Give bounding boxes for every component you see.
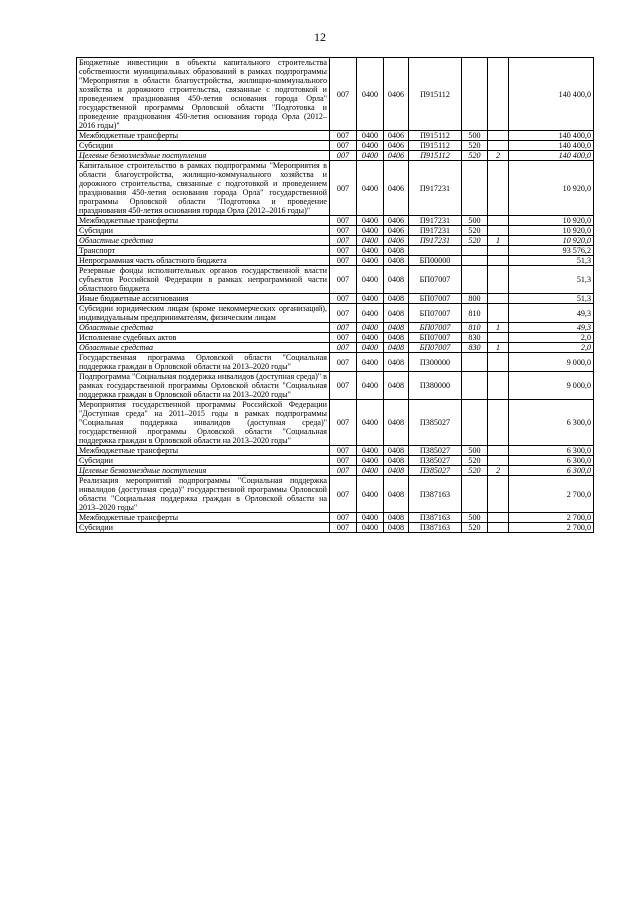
cell-expense-type	[462, 476, 488, 513]
cell-amount: 6 300,0	[509, 400, 594, 446]
cell-funding-source	[488, 456, 509, 466]
cell-ved: 007	[330, 456, 357, 466]
cell-expense-type: 520	[462, 236, 488, 246]
cell-name: Целевые безвозмездные поступления	[77, 466, 330, 476]
cell-target-article: П300000	[409, 353, 462, 372]
table-row	[77, 226, 594, 236]
cell-name: Непрограммная часть областного бюджета	[77, 256, 330, 266]
cell-ved: 007	[330, 161, 357, 216]
cell-name: Межбюджетные трансферты	[77, 216, 330, 226]
cell-name: Межбюджетные трансферты	[77, 446, 330, 456]
table-row	[77, 343, 594, 353]
cell-amount: 51,3	[509, 294, 594, 304]
cell-subsection: 0408	[384, 353, 409, 372]
cell-ved: 007	[330, 131, 357, 141]
table-row	[77, 304, 594, 323]
cell-section: 0400	[357, 246, 384, 256]
cell-amount: 49,3	[509, 304, 594, 323]
cell-target-article: БП07007	[409, 333, 462, 343]
cell-name: Субсидии	[77, 226, 330, 236]
cell-section: 0400	[357, 58, 384, 131]
cell-amount: 2,0	[509, 333, 594, 343]
cell-name: Капитальное строительство в рамках подпрограммы "Мероприятия в области благоустройства, жилищно-коммунального хозяйства и дорожного строительства, связанные с подготовкой и проведением празднования 450-летия основания города Орла" государственной программы Орловской области "Подготовка и проведение празднования 450-летия основания города Орла (2012–2016 годы)"	[77, 161, 330, 216]
cell-amount: 2 700,0	[509, 513, 594, 523]
cell-name: Областные средства	[77, 343, 330, 353]
cell-amount: 10 920,0	[509, 161, 594, 216]
cell-ved: 007	[330, 141, 357, 151]
cell-amount: 140 400,0	[509, 151, 594, 161]
cell-name: Субсидии	[77, 141, 330, 151]
cell-subsection: 0406	[384, 151, 409, 161]
cell-subsection: 0406	[384, 236, 409, 246]
cell-ved: 007	[330, 256, 357, 266]
cell-target-article: П917231	[409, 216, 462, 226]
cell-name: Областные средства	[77, 236, 330, 246]
cell-funding-source: 2	[488, 151, 509, 161]
cell-ved: 007	[330, 400, 357, 446]
cell-name: Реализация мероприятий подпрограммы "Социальная поддержка инвалидов (доступная среда)" государственной программы Орловской области "Социальная поддержка граждан в Орловской области на 2013–2020 годы"	[77, 476, 330, 513]
cell-target-article: БП07007	[409, 323, 462, 333]
cell-target-article: П385027	[409, 456, 462, 466]
cell-ved: 007	[330, 226, 357, 236]
cell-funding-source	[488, 256, 509, 266]
cell-expense-type: 520	[462, 141, 488, 151]
table-row	[77, 161, 594, 216]
cell-ved: 007	[330, 372, 357, 400]
cell-section: 0400	[357, 400, 384, 446]
cell-funding-source	[488, 353, 509, 372]
cell-amount: 9 000,0	[509, 353, 594, 372]
cell-ved: 007	[330, 476, 357, 513]
cell-target-article: П915112	[409, 131, 462, 141]
table-row	[77, 216, 594, 226]
cell-section: 0400	[357, 323, 384, 333]
cell-name: Субсидии	[77, 523, 330, 533]
cell-funding-source: 1	[488, 343, 509, 353]
cell-expense-type	[462, 256, 488, 266]
cell-target-article: БП00000	[409, 256, 462, 266]
cell-amount: 49,3	[509, 323, 594, 333]
cell-amount: 2 700,0	[509, 523, 594, 533]
cell-target-article: П915112	[409, 151, 462, 161]
cell-section: 0400	[357, 372, 384, 400]
cell-expense-type	[462, 161, 488, 216]
cell-funding-source: 2	[488, 466, 509, 476]
cell-section: 0400	[357, 333, 384, 343]
cell-expense-type	[462, 372, 488, 400]
cell-target-article: БП07007	[409, 266, 462, 294]
table-row	[77, 151, 594, 161]
table-row	[77, 141, 594, 151]
cell-expense-type	[462, 266, 488, 294]
cell-amount: 2 700,0	[509, 476, 594, 513]
cell-amount: 51,3	[509, 256, 594, 266]
cell-expense-type	[462, 58, 488, 131]
cell-subsection: 0408	[384, 400, 409, 446]
cell-target-article: П917231	[409, 226, 462, 236]
cell-expense-type: 830	[462, 343, 488, 353]
cell-target-article: П385027	[409, 446, 462, 456]
cell-name: Исполнение судебных актов	[77, 333, 330, 343]
cell-ved: 007	[330, 466, 357, 476]
cell-amount: 2,0	[509, 343, 594, 353]
cell-subsection: 0406	[384, 131, 409, 141]
cell-name: Субсидии	[77, 456, 330, 466]
cell-section: 0400	[357, 294, 384, 304]
cell-funding-source: 1	[488, 323, 509, 333]
cell-amount: 10 920,0	[509, 236, 594, 246]
cell-expense-type: 520	[462, 523, 488, 533]
cell-funding-source	[488, 161, 509, 216]
cell-section: 0400	[357, 216, 384, 226]
cell-amount: 140 400,0	[509, 141, 594, 151]
cell-expense-type	[462, 400, 488, 446]
cell-funding-source	[488, 216, 509, 226]
cell-name: Бюджетные инвестиции в объекты капитального строительства собственности муниципальных образований в рамках подпрограммы "Мероприятия в области благоустройства, жилищно-коммунального хозяйства и дорожного строительства, связанные с подготовкой и проведением празднования 450-летия основания города Орла" государственной программы Орловской области "Подготовка и проведение празднования 450-летия основания города Орла (2012–2016 годы)"	[77, 58, 330, 131]
cell-subsection: 0408	[384, 246, 409, 256]
table-body	[77, 58, 594, 533]
cell-funding-source	[488, 513, 509, 523]
table-row	[77, 256, 594, 266]
cell-ved: 007	[330, 446, 357, 456]
cell-subsection: 0408	[384, 446, 409, 456]
cell-funding-source	[488, 523, 509, 533]
cell-amount: 6 300,0	[509, 456, 594, 466]
cell-section: 0400	[357, 343, 384, 353]
cell-target-article: П917231	[409, 236, 462, 246]
cell-expense-type: 800	[462, 294, 488, 304]
cell-ved: 007	[330, 246, 357, 256]
cell-target-article: П915112	[409, 58, 462, 131]
table-row	[77, 246, 594, 256]
cell-section: 0400	[357, 523, 384, 533]
cell-target-article: БП07007	[409, 304, 462, 323]
cell-name: Государственная программа Орловской области "Социальная поддержка граждан в Орловской области на 2013–2020 годы"	[77, 353, 330, 372]
cell-subsection: 0408	[384, 256, 409, 266]
table-row	[77, 456, 594, 466]
cell-section: 0400	[357, 513, 384, 523]
cell-expense-type: 500	[462, 216, 488, 226]
table-row	[77, 58, 594, 131]
cell-funding-source	[488, 266, 509, 294]
cell-name: Областные средства	[77, 323, 330, 333]
cell-section: 0400	[357, 141, 384, 151]
cell-ved: 007	[330, 266, 357, 294]
cell-amount: 93 576,2	[509, 246, 594, 256]
cell-ved: 007	[330, 513, 357, 523]
cell-funding-source	[488, 141, 509, 151]
cell-expense-type: 810	[462, 323, 488, 333]
cell-section: 0400	[357, 476, 384, 513]
cell-name: Целевые безвозмездные поступления	[77, 151, 330, 161]
cell-name: Мероприятия государственной программы Российской Федерации "Доступная среда" на 2011–2015 годы в рамках подпрограммы "Социальная поддержка инвалидов (доступная среда)" государственной программы Орловской области "Социальная поддержка граждан в Орловской области на 2013–2020 годы"	[77, 400, 330, 446]
cell-ved: 007	[330, 294, 357, 304]
table-row	[77, 476, 594, 513]
cell-expense-type	[462, 246, 488, 256]
cell-funding-source: 1	[488, 236, 509, 246]
cell-section: 0400	[357, 256, 384, 266]
table-row	[77, 266, 594, 294]
cell-expense-type: 520	[462, 226, 488, 236]
table-row	[77, 236, 594, 246]
cell-subsection: 0408	[384, 323, 409, 333]
cell-ved: 007	[330, 343, 357, 353]
cell-target-article: П385027	[409, 400, 462, 446]
cell-amount: 6 300,0	[509, 446, 594, 456]
table-row	[77, 446, 594, 456]
cell-expense-type: 830	[462, 333, 488, 343]
cell-amount: 6 300,0	[509, 466, 594, 476]
cell-funding-source	[488, 58, 509, 131]
cell-subsection: 0408	[384, 333, 409, 343]
cell-funding-source	[488, 246, 509, 256]
table-row	[77, 372, 594, 400]
cell-ved: 007	[330, 523, 357, 533]
cell-name: Транспорт	[77, 246, 330, 256]
cell-funding-source	[488, 333, 509, 343]
cell-expense-type: 520	[462, 151, 488, 161]
cell-subsection: 0408	[384, 266, 409, 294]
cell-name: Подпрограмма "Социальная поддержка инвалидов (доступная среда)" в рамках государственной программы Орловской области "Социальная поддержка граждан в Орловской области на 2013–2020 годы"	[77, 372, 330, 400]
cell-ved: 007	[330, 304, 357, 323]
cell-funding-source	[488, 131, 509, 141]
cell-amount: 9 000,0	[509, 372, 594, 400]
cell-section: 0400	[357, 466, 384, 476]
cell-subsection: 0406	[384, 141, 409, 151]
table-row	[77, 294, 594, 304]
budget-table	[76, 57, 594, 533]
cell-section: 0400	[357, 131, 384, 141]
cell-name: Межбюджетные трансферты	[77, 131, 330, 141]
cell-subsection: 0408	[384, 456, 409, 466]
cell-target-article: БП07007	[409, 343, 462, 353]
cell-name: Межбюджетные трансферты	[77, 513, 330, 523]
cell-ved: 007	[330, 333, 357, 343]
cell-expense-type: 520	[462, 456, 488, 466]
cell-subsection: 0408	[384, 294, 409, 304]
cell-ved: 007	[330, 236, 357, 246]
cell-amount: 10 920,0	[509, 216, 594, 226]
cell-funding-source	[488, 372, 509, 400]
cell-section: 0400	[357, 151, 384, 161]
table-row	[77, 333, 594, 343]
cell-target-article	[409, 246, 462, 256]
cell-name: Субсидии юридическим лицам (кроме некоммерческих организаций), индивидуальным предпринимателям, физическим лицам	[77, 304, 330, 323]
cell-section: 0400	[357, 266, 384, 294]
cell-subsection: 0406	[384, 226, 409, 236]
cell-funding-source	[488, 400, 509, 446]
cell-subsection: 0408	[384, 466, 409, 476]
table-row	[77, 513, 594, 523]
cell-subsection: 0406	[384, 216, 409, 226]
table-row	[77, 323, 594, 333]
cell-section: 0400	[357, 304, 384, 323]
cell-target-article: БП07007	[409, 294, 462, 304]
cell-funding-source	[488, 446, 509, 456]
cell-amount: 140 400,0	[509, 58, 594, 131]
cell-target-article: П387163	[409, 476, 462, 513]
cell-subsection: 0406	[384, 58, 409, 131]
cell-funding-source	[488, 226, 509, 236]
cell-target-article: П380000	[409, 372, 462, 400]
cell-expense-type: 520	[462, 466, 488, 476]
cell-section: 0400	[357, 226, 384, 236]
cell-target-article: П385027	[409, 466, 462, 476]
cell-subsection: 0408	[384, 304, 409, 323]
cell-subsection: 0408	[384, 476, 409, 513]
cell-name: Резервные фонды исполнительных органов государственной власти субъектов Российской Федерации в рамках непрограммной части областного бюджета	[77, 266, 330, 294]
cell-expense-type	[462, 353, 488, 372]
cell-target-article: П387163	[409, 513, 462, 523]
cell-subsection: 0406	[384, 161, 409, 216]
cell-funding-source	[488, 294, 509, 304]
cell-subsection: 0408	[384, 523, 409, 533]
cell-expense-type: 500	[462, 446, 488, 456]
cell-funding-source	[488, 476, 509, 513]
cell-target-article: П917231	[409, 161, 462, 216]
cell-ved: 007	[330, 58, 357, 131]
table-row	[77, 400, 594, 446]
cell-subsection: 0408	[384, 513, 409, 523]
cell-subsection: 0408	[384, 343, 409, 353]
cell-section: 0400	[357, 446, 384, 456]
cell-section: 0400	[357, 161, 384, 216]
table-row	[77, 131, 594, 141]
cell-section: 0400	[357, 456, 384, 466]
cell-amount: 140 400,0	[509, 131, 594, 141]
cell-subsection: 0408	[384, 372, 409, 400]
cell-amount: 51,3	[509, 266, 594, 294]
cell-ved: 007	[330, 353, 357, 372]
cell-ved: 007	[330, 323, 357, 333]
cell-target-article: П915112	[409, 141, 462, 151]
table-row	[77, 523, 594, 533]
table-row	[77, 466, 594, 476]
cell-ved: 007	[330, 151, 357, 161]
cell-section: 0400	[357, 353, 384, 372]
cell-expense-type: 500	[462, 131, 488, 141]
cell-name: Иные бюджетные ассигнования	[77, 294, 330, 304]
cell-funding-source	[488, 304, 509, 323]
cell-amount: 10 920,0	[509, 226, 594, 236]
cell-expense-type: 500	[462, 513, 488, 523]
cell-section: 0400	[357, 236, 384, 246]
cell-target-article: П387163	[409, 523, 462, 533]
page-number: 12	[314, 30, 326, 44]
cell-ved: 007	[330, 216, 357, 226]
table-row	[77, 353, 594, 372]
cell-expense-type: 810	[462, 304, 488, 323]
